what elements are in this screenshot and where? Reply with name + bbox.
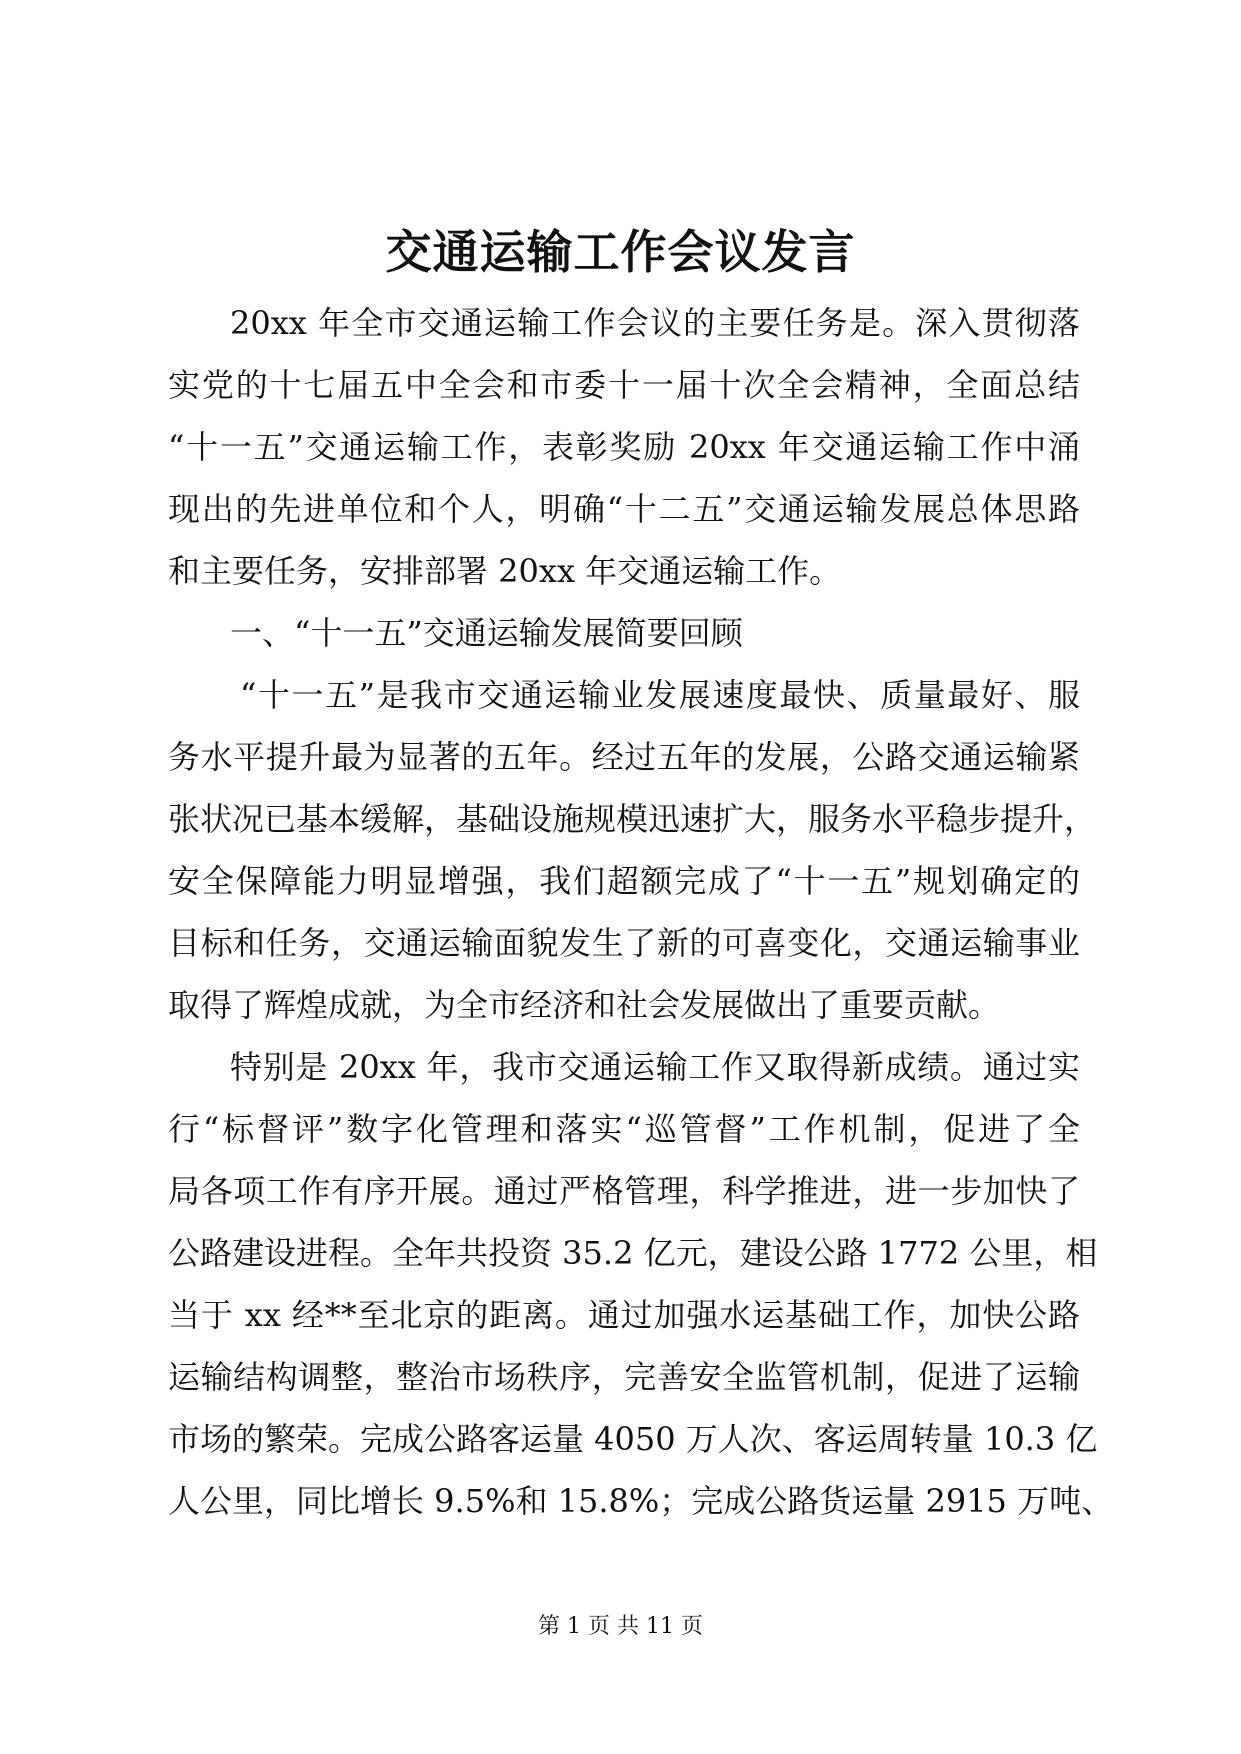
paragraph-line: “十一五”交通运输工作，表彰奖励 20xx 年交通运输工作中涌 <box>168 428 1080 466</box>
paragraph-line: 特别是 20xx 年，我市交通运输工作又取得新成绩。通过实 <box>230 1048 1080 1086</box>
paragraph-line: 现出的先进单位和个人，明确“十二五”交通运输发展总体思路 <box>168 490 1080 528</box>
paragraph-line: 公路建设进程。全年共投资 35.2 亿元，建设公路 1772 公里，相 <box>168 1234 1098 1272</box>
paragraph-line: 务水平提升最为显著的五年。经过五年的发展，公路交通运输紧 <box>168 738 1080 776</box>
paragraph-line: 运输结构调整，整治市场秩序，完善安全监管机制，促进了运输 <box>168 1358 1080 1396</box>
page-footer: 第 1 页 共 11 页 <box>538 1614 703 1639</box>
paragraph-line: 人公里，同比增长 9.5%和 15.8%；完成公路货运量 2915 万吨、 <box>168 1482 1114 1520</box>
paragraph-line: 目标和任务，交通运输面貌发生了新的可喜变化，交通运输事业 <box>168 924 1080 962</box>
document-body <box>168 292 1114 1532</box>
paragraph-line: 张状况已基本缓解，基础设施规模迅速扩大，服务水平稳步提升， <box>168 800 1097 838</box>
paragraph-line: 安全保障能力明显增强，我们超额完成了“十一五”规划确定的 <box>168 862 1080 900</box>
paragraph-line: 行“标督评”数字化管理和落实“巡管督”工作机制，促进了全 <box>168 1110 1080 1148</box>
paragraph-line: 局各项工作有序开展。通过严格管理，科学推进，进一步加快了 <box>168 1172 1080 1210</box>
document-title: 交通运输工作会议发言 <box>385 225 856 279</box>
paragraph-line: 实党的十七届五中全会和市委十一届十次全会精神，全面总结 <box>168 366 1080 404</box>
paragraph-line: 和主要任务，安排部署 20xx 年交通运输工作。 <box>168 552 842 590</box>
paragraph-line: 市场的繁荣。完成公路客运量 4050 万人次、客运周转量 10.3 亿 <box>168 1420 1098 1458</box>
paragraph-line: 当于 xx 经**至北京的距离。通过加强水运基础工作，加快公路 <box>168 1296 1080 1334</box>
paragraph-line: “十一五”是我市交通运输业发展速度最快、质量最好、服 <box>240 676 1080 714</box>
paragraph-line: 20xx 年全市交通运输工作会议的主要任务是。深入贯彻落 <box>230 304 1080 342</box>
section-heading: 一、“十一五”交通运输发展简要回顾 <box>230 614 743 652</box>
paragraph-line: 取得了辉煌成就，为全市经济和社会发展做出了重要贡献。 <box>168 986 1001 1024</box>
